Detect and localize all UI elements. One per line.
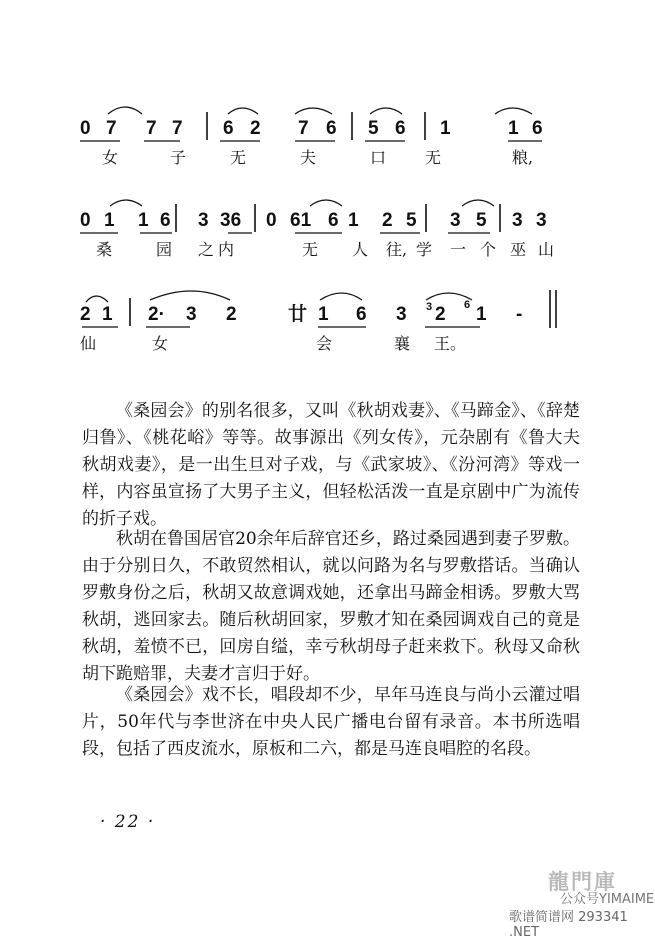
lyric: 子 xyxy=(170,148,187,167)
note: 5 xyxy=(406,210,417,231)
note: 1 xyxy=(348,210,359,231)
note: 1 xyxy=(508,118,519,139)
lyric: 巫 xyxy=(510,240,527,259)
watermark-logo: 龍門庫 xyxy=(548,870,617,894)
note: - xyxy=(516,304,523,325)
grace-note: 6 xyxy=(464,299,471,311)
note: 0 xyxy=(80,118,91,139)
note: 2 xyxy=(80,304,91,325)
note: 6 xyxy=(328,210,339,231)
body-paragraph: 《桑园会》戏不长，唱段却不少，早年马连良与尚小云灌过唱片，50年代与李世济在中央人民广播电台留有录音。本书所选唱段，包括了西皮流水，原板和二六，都是马连良唱腔的名段。 xyxy=(82,685,580,759)
lyric: 仙 xyxy=(80,334,97,353)
note: 7 xyxy=(172,118,183,139)
note: 2 xyxy=(435,304,446,325)
lyric: 粮, xyxy=(512,148,534,167)
note: 3 xyxy=(536,210,547,231)
lyric: 无 xyxy=(302,240,319,259)
body-paragraph: 《桑园会》的别名很多，又叫《秋胡戏妻》、《马蹄金》、《辞楚归鲁》、《桃花峪》等等。故事源出《列女传》，元杂剧有《鲁大夫秋胡戏妻》，是一出生旦对子戏，与《武家坡》、《汾河湾》等戏一样，内容虽宣扬了大男子主义，但轻松活泼一直是京剧中广为流传的折子戏。 xyxy=(82,401,580,529)
lyric: 女 xyxy=(152,334,169,353)
lyric: 无 xyxy=(230,148,247,167)
slur xyxy=(462,200,494,206)
note: 6 xyxy=(326,118,337,139)
slur xyxy=(110,200,142,206)
slur xyxy=(150,291,230,300)
note: 1 xyxy=(476,304,487,325)
lyric: 内 xyxy=(218,240,235,259)
lyric: 会 xyxy=(316,334,333,353)
note: 1 xyxy=(138,210,149,231)
note: 6 xyxy=(356,304,367,325)
slur-and-barline-marks xyxy=(80,190,560,220)
note: 6 xyxy=(395,118,406,139)
note: 1 xyxy=(440,118,451,139)
lyric: 女 xyxy=(102,148,119,167)
lyric: 山 xyxy=(538,240,555,259)
note: 6 xyxy=(532,118,543,139)
lyric: 夫 xyxy=(300,148,317,167)
lyric: 个 xyxy=(480,240,497,259)
note: 0 xyxy=(80,210,91,231)
lyric: 人 xyxy=(352,240,369,259)
slur xyxy=(320,293,362,300)
note: 5 xyxy=(476,210,487,231)
note: 5 xyxy=(368,118,379,139)
note: 3 xyxy=(186,304,197,325)
grace-note: 3 xyxy=(426,301,433,313)
slur xyxy=(495,108,532,114)
lyric: 无 xyxy=(425,148,442,167)
note: 0 xyxy=(266,210,277,231)
note: 1 xyxy=(104,210,115,231)
slur xyxy=(370,108,402,114)
lyric: 园 xyxy=(156,240,173,259)
lyric: 王。 xyxy=(434,334,467,353)
fermata-note: 廿 xyxy=(288,304,308,325)
body-paragraph: 秋胡在鲁国居官20余年后辞官还乡，路过桑园遇到妻子罗敷。由于分别日久，不敢贸然相认，就以问路为名与罗敷搭话。当确认罗敷身份之后，秋胡又故意调戏她，还拿出马蹄金相诱。罗敷大骂秋胡，逃回家去。随后秋胡回家，罗敷才知在桑园调戏自己的竟是秋胡，羞愤不已，回房自缢，幸亏秋胡母子赶来救下。秋母又命秋胡下跪赔罪，夫妻才言归于好。 xyxy=(82,529,580,684)
page-number: · 22 · xyxy=(100,812,156,832)
slur xyxy=(228,108,258,114)
lyric: 学 xyxy=(416,240,433,259)
note: 2 xyxy=(226,304,237,325)
watermark-text: 公众号YIMAIME xyxy=(560,892,655,907)
note: 2 xyxy=(250,118,261,139)
note: 6 xyxy=(223,118,234,139)
note: 3 xyxy=(396,304,407,325)
note: 61 xyxy=(290,210,312,231)
lyric: 襄 xyxy=(394,334,411,353)
lyric: 往, xyxy=(386,240,408,259)
slur xyxy=(108,107,142,114)
note: 3 xyxy=(198,210,209,231)
note: 3 xyxy=(512,210,523,231)
note: 6 xyxy=(160,210,171,231)
note: 36 xyxy=(220,210,242,231)
note: 3 xyxy=(450,210,461,231)
slur xyxy=(310,200,342,206)
lyric: 之 xyxy=(198,240,215,259)
slur xyxy=(86,296,108,302)
lyric: 一 xyxy=(450,240,467,259)
note: 7 xyxy=(146,118,157,139)
slur xyxy=(295,108,332,114)
note: 7 xyxy=(298,118,309,139)
note: 2 xyxy=(382,210,393,231)
lyric: 桑 xyxy=(96,240,113,259)
note: 2· xyxy=(148,304,165,325)
watermark-text: 歌谱简谱网 293341 .NET xyxy=(509,910,628,940)
note: 1 xyxy=(102,304,113,325)
note: 7 xyxy=(106,118,117,139)
lyric: 口 xyxy=(370,148,387,167)
note: 1 xyxy=(318,304,329,325)
